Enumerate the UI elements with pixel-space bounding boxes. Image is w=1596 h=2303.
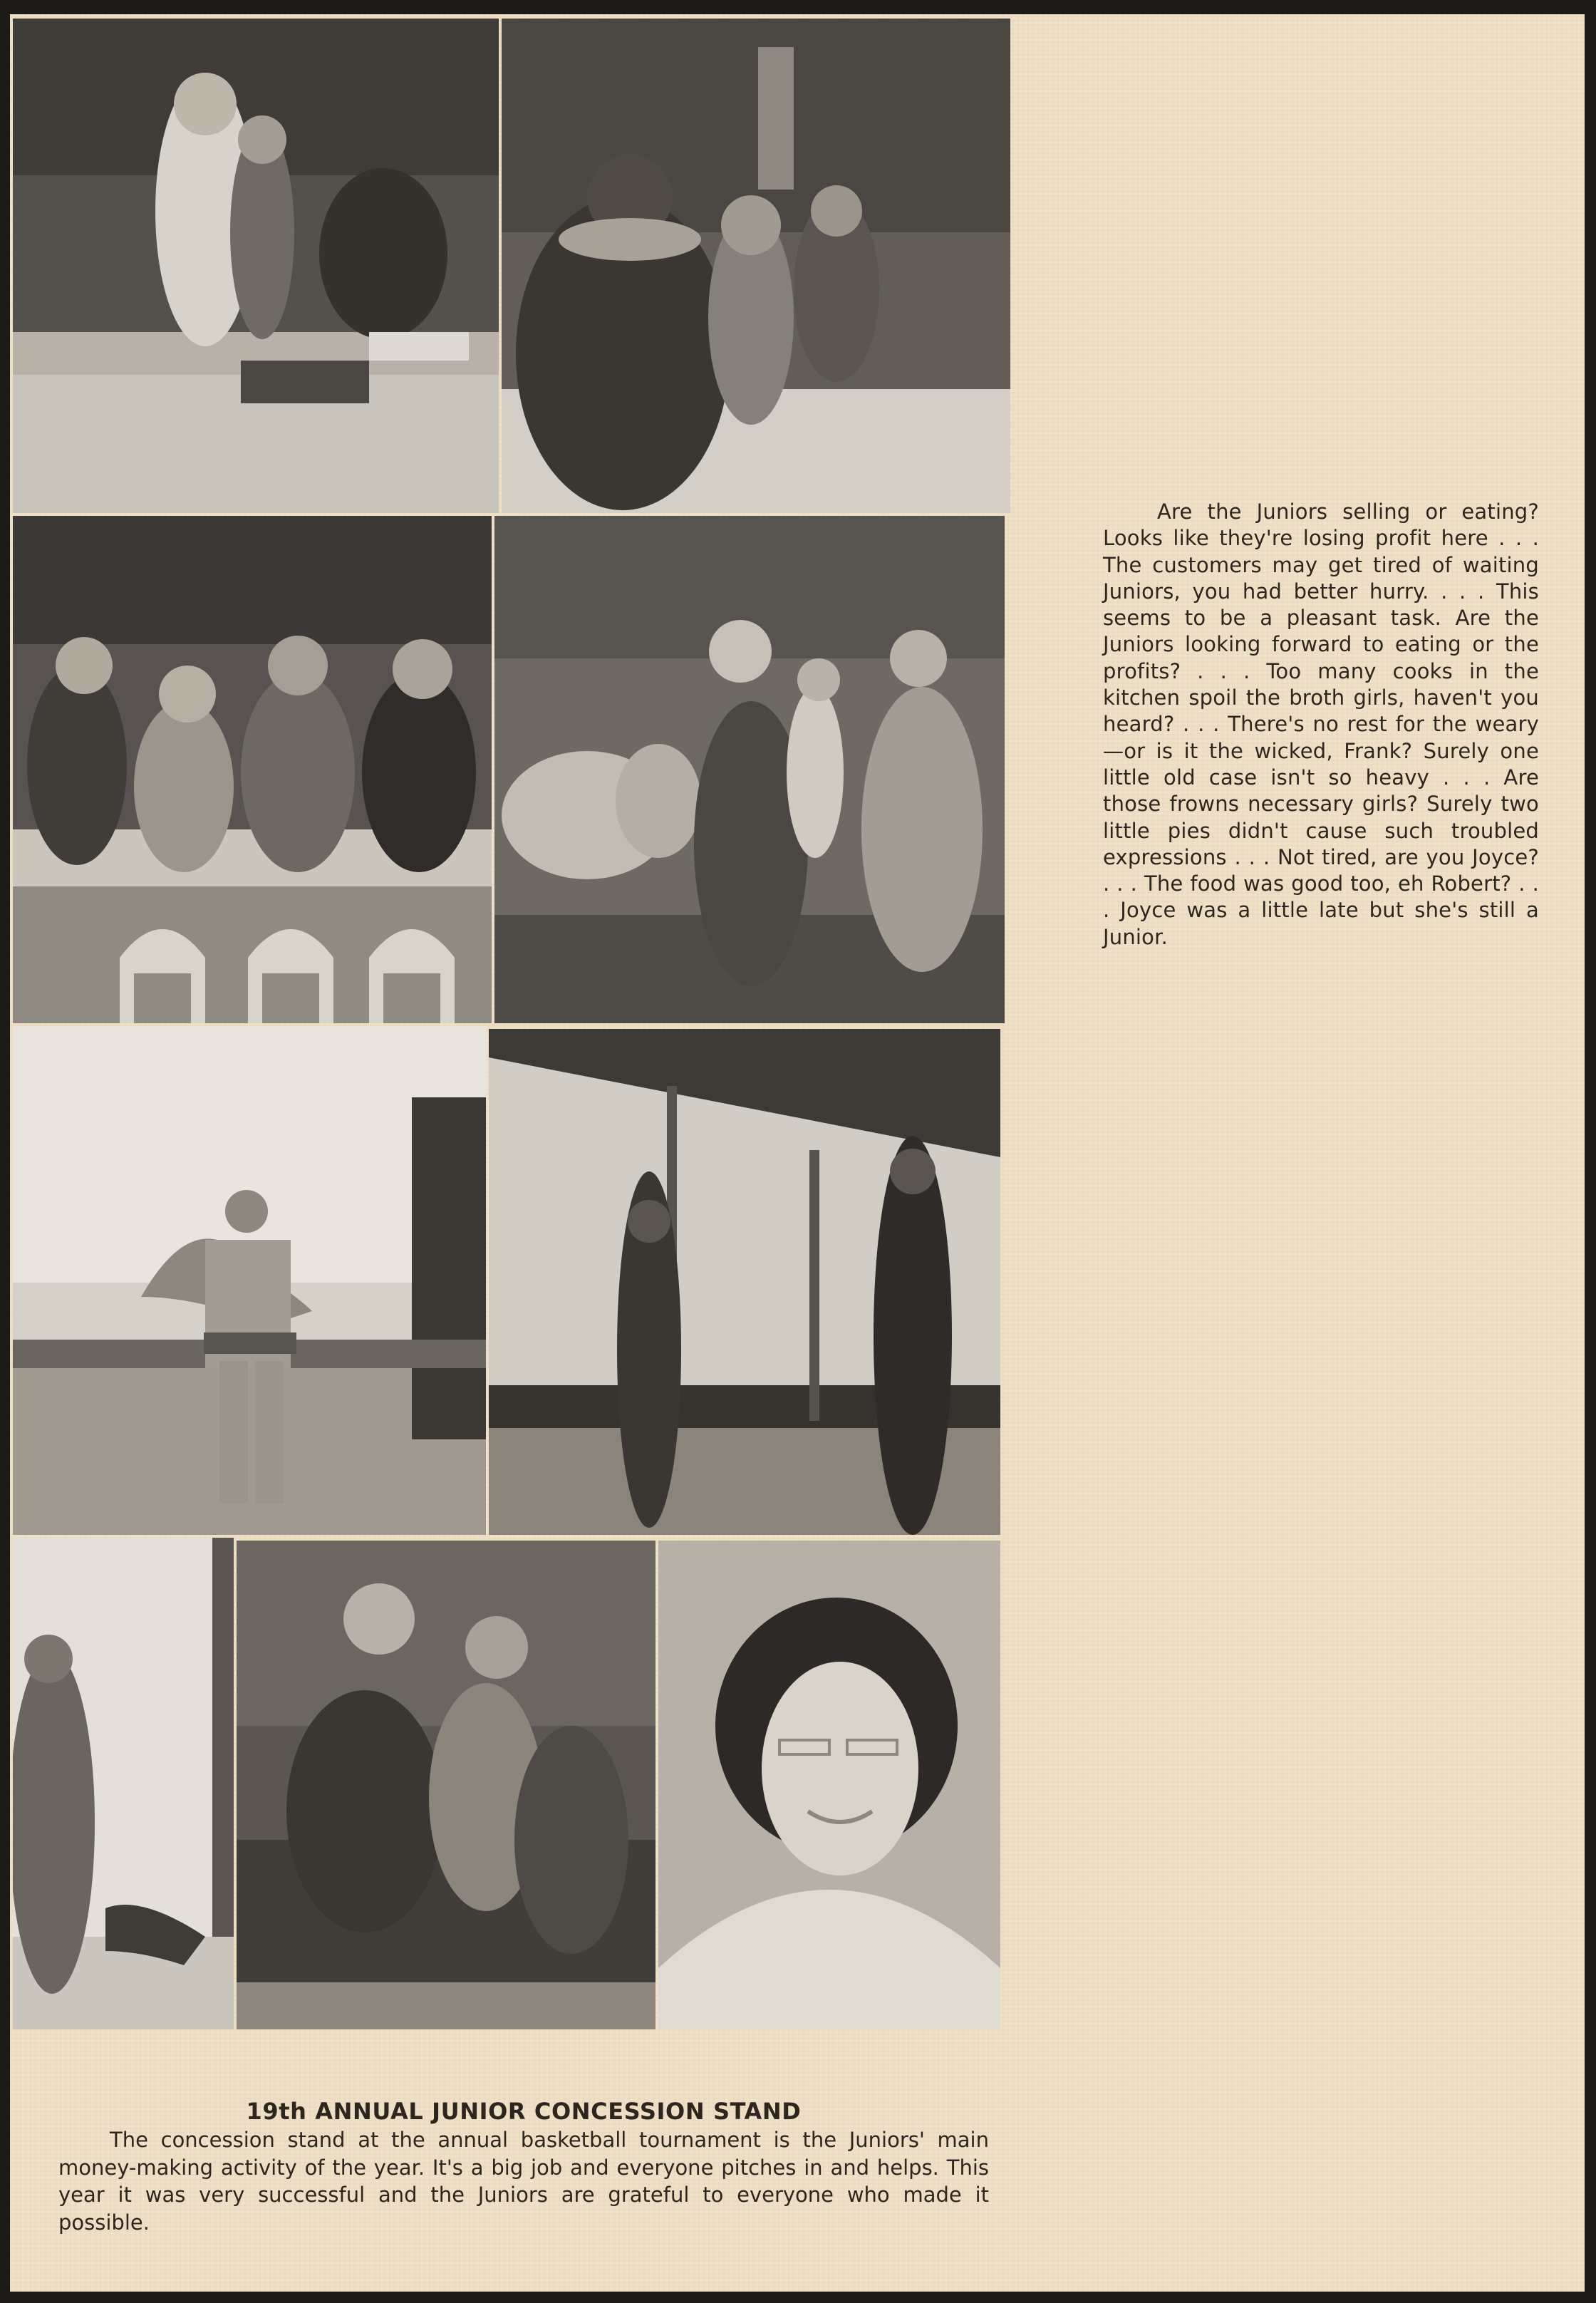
photo-girls-serving-food <box>13 516 492 1023</box>
photo-boys-sitting <box>237 1541 656 2029</box>
photo-customers-at-counter <box>502 19 1010 513</box>
photo-boy-carrying-case <box>13 1026 486 1535</box>
photo-portrait-girl-glasses <box>658 1541 1000 2029</box>
side-commentary-text: Are the Juniors selling or eating? Looks like they're losing profit here . . . The customers may get tired of waiting Juniors, you had better hurry. . . . This seems to be a pleasant task. Are the Juniors looking forward to eating or the profits? . . . Too many cooks in the kitchen spoil the broth girls, haven't you heard? . . . There's no rest for the weary —or is it the wicked, Frank? Surely one little old case isn't so heavy . . . Are those frowns necessary girls? Surely two little pies didn't cause such troubled expressions . . . Not tired, are you Joyce? . . . The food was good too, eh Robert? . . . Joyce was a little late but she's still a Junior. <box>1103 500 1539 949</box>
photo-girls-at-counter <box>13 19 499 513</box>
photo-girls-with-pies <box>489 1029 1000 1535</box>
caption-body: The concession stand at the annual basketball tournament is the Juniors' main money-making activity of the year. It's a big job and everyone pitches in and helps. This year it was very successful and the Juniors are grateful to everyone who made it possible. <box>58 2128 989 2235</box>
photo-girls-cooking-kitchen <box>494 516 1005 1023</box>
caption-title: 19th ANNUAL JUNIOR CONCESSION STAND <box>246 2098 802 2125</box>
photo-girl-walking <box>13 1538 234 2029</box>
